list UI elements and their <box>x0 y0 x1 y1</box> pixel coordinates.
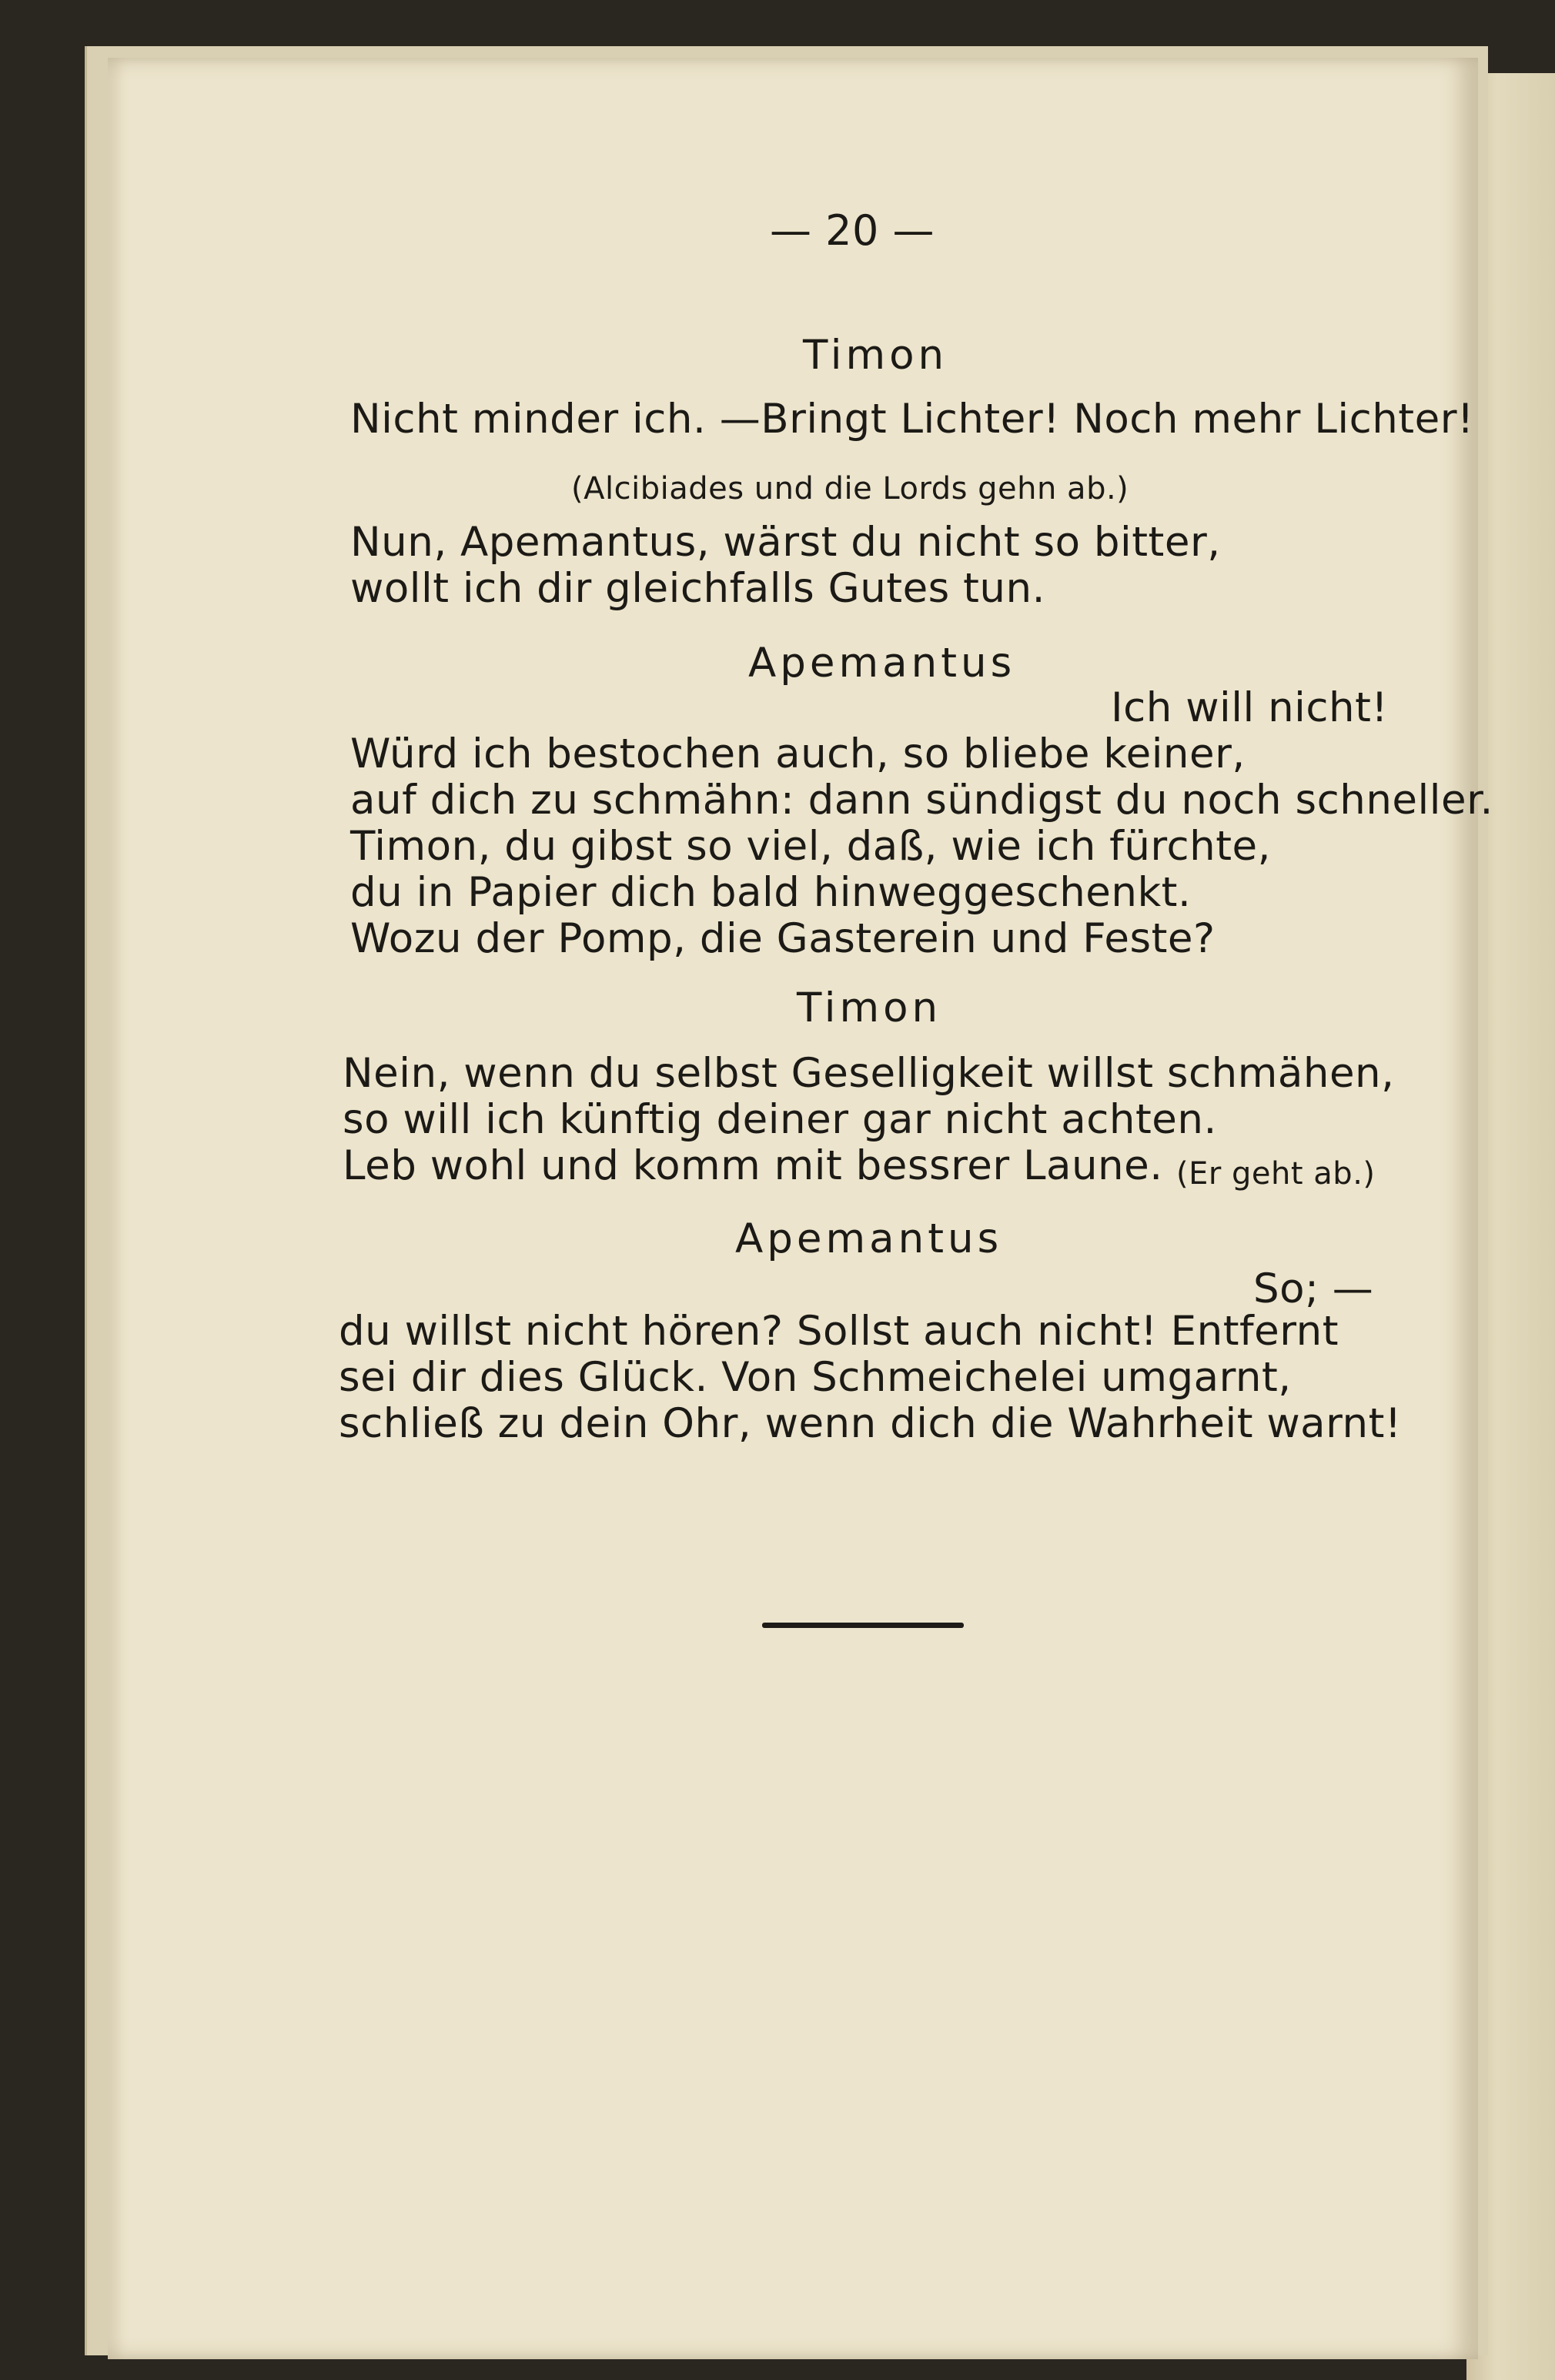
speaker-name: Timon <box>803 332 948 379</box>
verse-line: wollt ich dir gleichfalls Gutes tun. <box>350 565 1045 612</box>
verse-line: du willst nicht hören? Sollst auch nicht! Entfernt <box>339 1308 1339 1355</box>
verse-line: sei dir dies Glück. Von Schmeichelei umgarnt, <box>339 1354 1292 1401</box>
verse-line: Nein, wenn du selbst Geselligkeit willst schmähen, <box>343 1050 1395 1097</box>
stage-direction: (Er geht ab.) <box>1176 1156 1376 1192</box>
speaker-name: Apemantus <box>735 1215 1003 1262</box>
verse-line: Ich will nicht! <box>1111 684 1389 731</box>
verse-line: Timon, du gibst so viel, daß, wie ich fürchte, <box>350 823 1272 870</box>
verse-line: Wozu der Pomp, die Gasterein und Feste? <box>350 915 1216 962</box>
verse-line: Nicht minder ich. —Bringt Lichter! Noch mehr Lichter! <box>350 396 1474 443</box>
verse-line: Würd ich bestochen auch, so bliebe keiner, <box>350 730 1246 777</box>
end-rule <box>762 1623 964 1628</box>
verse-line: auf dich zu schmähn: dann sündigst du noch schneller. <box>350 777 1493 824</box>
speaker-name: Timon <box>797 984 942 1031</box>
stage-direction: (Alcibiades und die Lords gehn ab.) <box>571 471 1129 506</box>
verse-line: du in Papier dich bald hinweggeschenkt. <box>350 869 1192 916</box>
verse-line: So; — <box>1253 1265 1374 1312</box>
verse-line: Nun, Apemantus, wärst du nicht so bitter, <box>350 519 1221 566</box>
verse-line: schließ zu dein Ohr, wenn dich die Wahrheit warnt! <box>339 1400 1402 1447</box>
page-number: — 20 — <box>770 206 935 255</box>
speaker-name: Apemantus <box>748 640 1016 687</box>
verse-line: Leb wohl und komm mit bessrer Laune. <box>343 1142 1163 1189</box>
verse-line: so will ich künftig deiner gar nicht achten. <box>343 1096 1217 1143</box>
